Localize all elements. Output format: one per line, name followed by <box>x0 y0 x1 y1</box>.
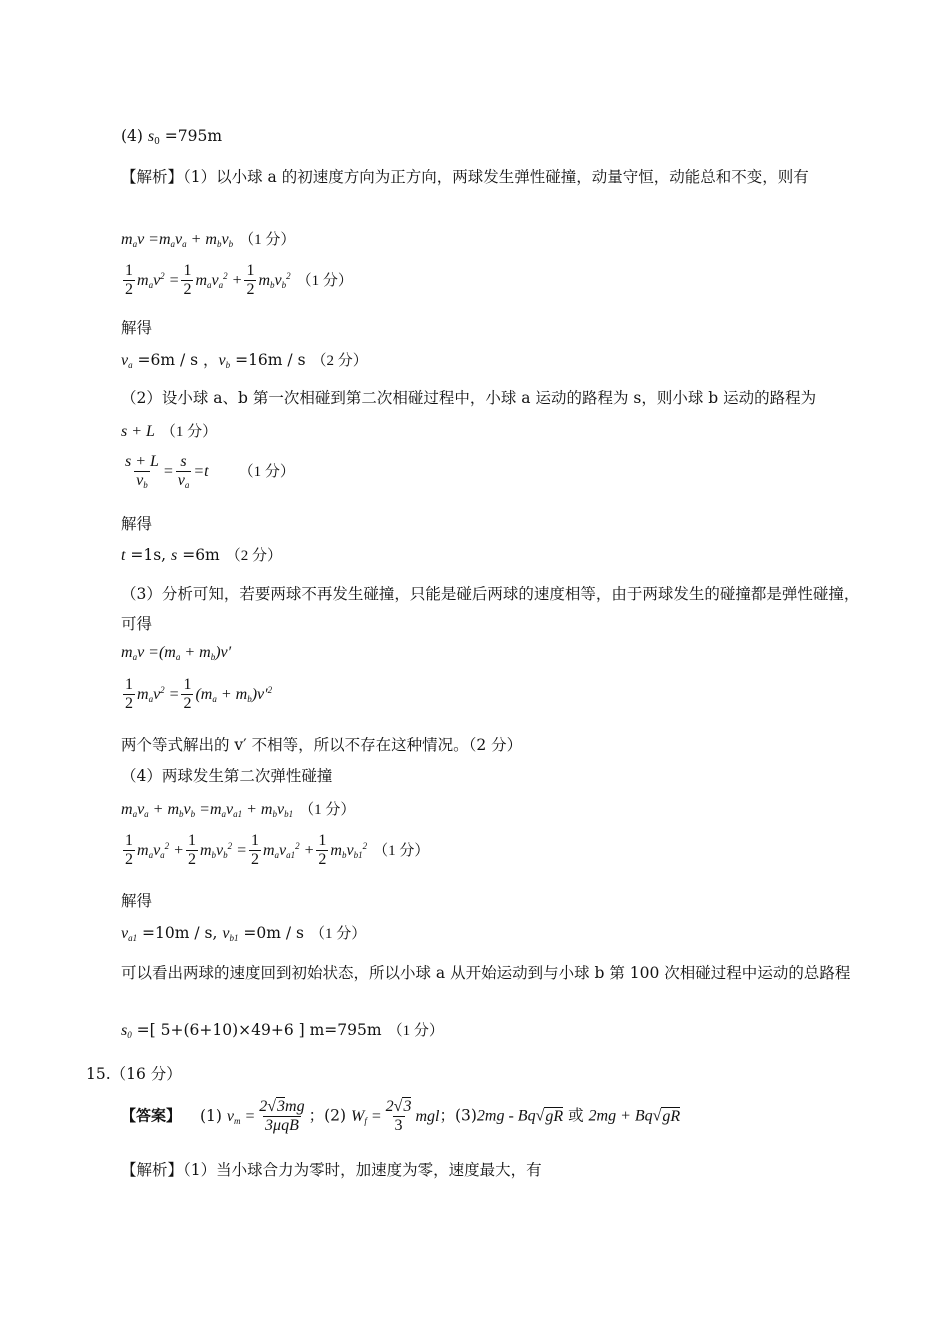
equation-energy-2: $\frac{1}{2}$ $m_av_a^2$ + $\frac{1}{2}$ $m_bv_b^2$ = $\frac{1}{2}$ $m_av_{a1}^2$ + $\frac{1}{2}$ $m_bv_{b1}^2$ （1 分） <box>125 832 430 869</box>
equation-time: $\frac{s + L}{v_b}$ = $\frac{s}{v_a}$ =t （1 分） <box>125 453 295 491</box>
solution-3-intro: （3）分析可知，若要两球不再发生碰撞，只能是碰后两球的速度相等，由于两球发生的碰撞都是弹性碰撞，可得 <box>121 585 860 633</box>
result-velocities: $v_a =6m / s$ ，$v_b =16m / s$ （2 分） <box>121 351 368 370</box>
score-note: （2 分） <box>311 353 368 369</box>
question-15-solution: 【解析】（1）当小球合力为零时，加速度为零，速度最大，有 <box>121 1161 542 1179</box>
total-path: $s_0$ =[ 5+(6+10)×49+6 ] m=795m （1 分） <box>121 1021 444 1040</box>
score-note: （1 分） <box>160 424 218 440</box>
part-2-label: ；(2) <box>308 1106 347 1125</box>
answer-label: 【答案】 <box>121 1106 182 1125</box>
score-note: （1 分） <box>299 802 356 818</box>
path-expression: s + L （1 分） <box>121 423 218 440</box>
equation-momentum-2: $m_av_a + m_bv_b =m_av_{a1} + m_bv_{b1}$ （1 分） <box>121 801 356 819</box>
result-time: t =1s, s =6m （2 分） <box>121 546 283 564</box>
score-note: （2 分） <box>225 548 283 564</box>
score-note: （1 分） <box>238 463 295 480</box>
solution-4-intro: （4）两球发生第二次弹性碰撞 <box>121 767 333 785</box>
or-label: 或 <box>568 1106 584 1125</box>
solve-label: 解得 <box>121 515 153 533</box>
score-note: （1 分） <box>373 842 430 859</box>
score-note: （1 分） <box>387 1023 444 1039</box>
equation-momentum: $m_av =m_av_a + m_bv_b$ （1 分） <box>121 231 296 249</box>
equation-energy: $\frac{1}{2}$ $m_av^2$ = $\frac{1}{2}$ $m_av_a^2$ + $\frac{1}{2}$ $m_bv_b^2$ （1 分） <box>125 262 353 299</box>
equation-common-velocity: $m_av =(m_a + m_b)v'$ <box>121 644 232 662</box>
solution-1-intro: 【解析】（1）以小球 a 的初速度方向为正方向，两球发生弹性碰撞，动量守恒，动能总和不变，则有 <box>121 168 809 186</box>
solve-label: 解得 <box>121 892 153 910</box>
score-note: （1 分） <box>239 232 296 248</box>
question-15-answer: 【答案】 (1) $v_m$ = 2√3mg 3μqB ；(2) $W_f$ = $\frac{2√3}{3}$ mgl；(3)2mg - Bq√gR 或 2mg + Bq√gR <box>121 1098 681 1135</box>
part-1-label: (1) <box>199 1106 222 1125</box>
conclusion-3: 两个等式解出的 v′ 不相等，所以不存在这种情况。（2 分） <box>121 736 523 754</box>
solve-label: 解得 <box>121 319 153 337</box>
solution-2-intro: （2）设小球 a、b 第一次相碰到第二次相碰过程中，小球 a 运动的路程为 s，则小球 b 运动的路程为 <box>121 389 817 407</box>
equation-common-energy: $\frac{1}{2}$ $m_av^2$ = $\frac{1}{2}$ $(m_a + m_b)v'^2$ <box>125 676 273 713</box>
question-15-header: 15.（16 分） <box>86 1065 182 1083</box>
score-note: （1 分） <box>309 926 367 942</box>
answer-4: (4) $s_0 =795m$ <box>121 127 223 147</box>
part-3-label: ；(3) <box>439 1106 477 1125</box>
score-note: （1 分） <box>296 272 353 289</box>
solution-4-conclusion: 可以看出两球的速度回到初始状态，所以小球 a 从开始运动到与小球 b 第 100 次相碰过程中运动的总路程 <box>121 964 851 982</box>
result-velocities-2: $v_{a1} =10m / s$, $v_{b1} =0m / s$ （1 分） <box>121 924 367 943</box>
